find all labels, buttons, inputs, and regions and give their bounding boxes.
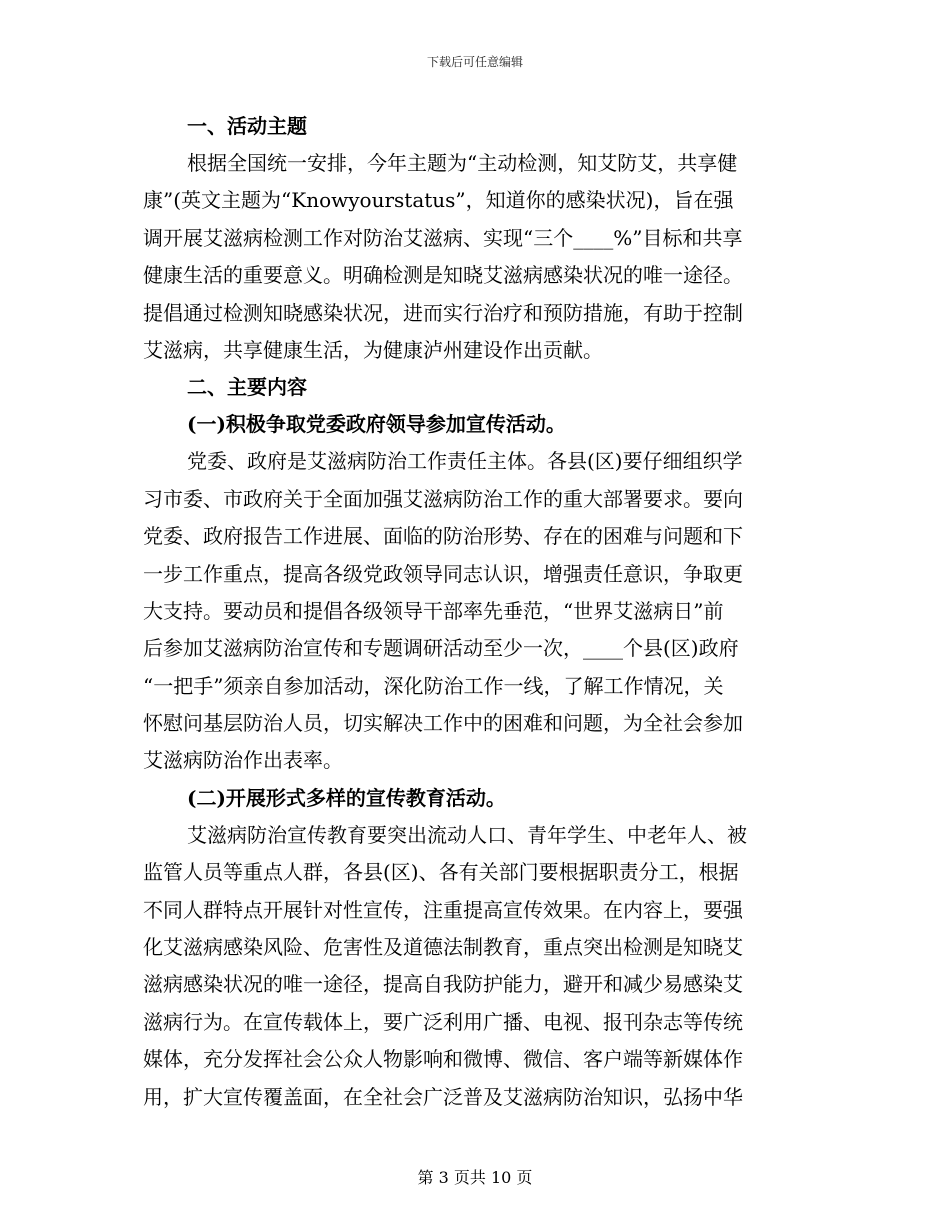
paragraph-line: 一步工作重点，提高各级党政领导同志认识，增强责任意识，争取更 bbox=[143, 561, 743, 586]
paragraph-line: “一把手”须亲自参加活动，深化防治工作一线，了解工作情况，关 bbox=[143, 673, 724, 698]
paragraph-activity-theme bbox=[143, 145, 805, 369]
paragraph-line: 艾滋病防治宣传教育要突出流动人口、青年学生、中老年人、被 bbox=[187, 822, 747, 847]
paragraph-line: 滋病感染状况的唯一途径，提高自我防护能力，避开和减少易感染艾 bbox=[143, 972, 743, 997]
paragraph-line: 怀慰问基层防治人员，切实解决工作中的困难和问题，为全社会参加 bbox=[143, 711, 743, 736]
section-heading-activity-theme: 一、活动主题 bbox=[187, 114, 307, 138]
paragraph-line: 健康生活的重要意义。明确检测是知晓艾滋病感染状况的唯一途径。 bbox=[143, 263, 743, 288]
paragraph-line: 调开展艾滋病检测工作对防治艾滋病、实现“三个____%”目标和共享 bbox=[143, 225, 743, 250]
page-number-footer: 第 3 页共 10 页 bbox=[417, 1168, 533, 1187]
paragraph-line: 党委、政府是艾滋病防治工作责任主体。各县(区)要仔细组织学 bbox=[187, 449, 743, 474]
paragraph-line: 习市委、市政府关于全面加强艾滋病防治工作的重大部署要求。要向 bbox=[143, 486, 743, 511]
paragraph-line: 根据全国统一安排，今年主题为“主动检测，知艾防艾，共享健 bbox=[187, 151, 738, 175]
paragraph-line: 提倡通过检测知晓感染状况，进而实行治疗和预防措施，有助于控制 bbox=[143, 300, 743, 325]
paragraph-line: 艾滋病，共享健康生活，为健康泸州建设作出贡献。 bbox=[143, 337, 603, 362]
paragraph-line: 滋病行为。在宣传载体上，要广泛利用广播、电视、报刊杂志等传统 bbox=[143, 1009, 743, 1034]
paragraph-line: 大支持。要动员和提倡各级领导干部率先垂范，“世界艾滋病日”前 bbox=[143, 598, 724, 623]
paragraph-line: 用，扩大宣传覆盖面，在全社会广泛普及艾滋病防治知识，弘扬中华 bbox=[143, 1084, 743, 1109]
paragraph-line: 不同人群特点开展针对性宣传，注重提高宣传效果。在内容上，要强 bbox=[143, 897, 743, 922]
document-body bbox=[143, 108, 805, 1116]
section-heading-main-content: 二、主要内容 bbox=[187, 375, 307, 400]
paragraph-line: 艾滋病防治作出表率。 bbox=[143, 748, 343, 773]
paragraph-line: 化艾滋病感染风险、危害性及道德法制教育，重点突出检测是知晓艾 bbox=[143, 935, 743, 960]
paragraph-line: 后参加艾滋病防治宣传和专题调研活动至少一次，____个县(区)政府 bbox=[143, 636, 739, 661]
paragraph-leadership bbox=[143, 443, 805, 780]
page-header: 下载后可任意编辑 bbox=[426, 55, 523, 69]
paragraph-line: 党委、政府报告工作进展、面临的防治形势、存在的困难与问题和下 bbox=[143, 524, 743, 549]
subsection-heading-leadership: (一)积极争取党委政府领导参加宣传活动。 bbox=[187, 412, 566, 437]
paragraph-line: 康”(英文主题为“Knowyourstatus”，知道你的感染状况)，旨在强 bbox=[143, 188, 734, 213]
paragraph-education bbox=[143, 817, 805, 1116]
paragraph-line: 监管人员等重点人群，各县(区)、各有关部门要根据职责分工，根据 bbox=[143, 860, 739, 885]
paragraph-line: 媒体，充分发挥社会公众人物影响和微博、微信、客户端等新媒体作 bbox=[143, 1047, 743, 1072]
subsection-heading-education: (二)开展形式多样的宣传教育活动。 bbox=[187, 785, 506, 810]
